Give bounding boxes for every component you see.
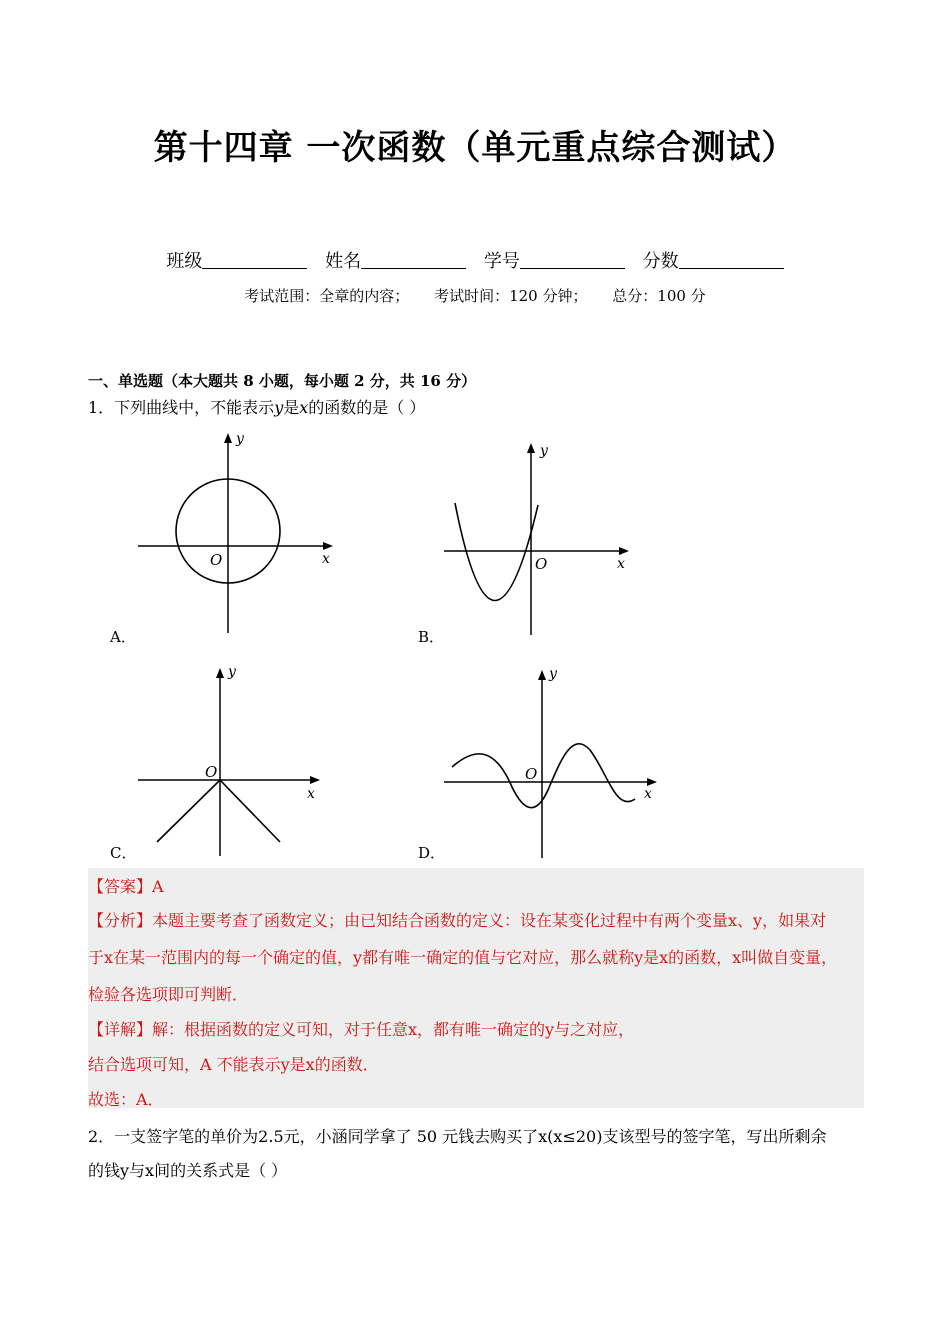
y-arrow-icon (527, 443, 535, 453)
x-label: x (307, 786, 315, 802)
question-2-line-2: 的钱y与x间的关系式是（ ） (88, 1161, 288, 1180)
y-label: y (540, 443, 548, 459)
question-2-line-1: 2．一支签字笔的单价为2.5元，小涵同学拿了 50 元钱去购买了x(x≤20)支该型号的签字笔，写出所剩余 (88, 1127, 827, 1146)
answer-line: 【答案】A (88, 877, 164, 896)
exam-meta (0, 285, 950, 306)
detail-line-2: 结合选项可知，A 不能表示y是x的函数． (88, 1055, 379, 1074)
origin-label: O (210, 551, 223, 569)
var-x: x (299, 398, 309, 417)
id-label: 学号 (483, 251, 520, 272)
x-arrow-icon (310, 776, 320, 784)
student-info-line (0, 247, 950, 273)
x-label: x (644, 786, 652, 802)
graph-d (440, 662, 660, 860)
exam-range: 考试范围：全章的内容； (244, 287, 410, 305)
y-label: y (236, 431, 244, 447)
parabola-curve (455, 503, 538, 601)
x-arrow-icon (647, 778, 657, 786)
graph-c (130, 660, 330, 860)
option-a-label: A． (110, 628, 136, 646)
graph-a (130, 425, 340, 640)
x-arrow-icon (619, 547, 629, 555)
class-label: 班级 (166, 251, 203, 272)
x-label: x (322, 551, 330, 567)
x-label: x (617, 556, 625, 572)
x-arrow-icon (323, 542, 333, 550)
analysis-line-3: 检验各选项即可判断． (88, 985, 249, 1004)
exam-total: 总分：100 分 (612, 287, 706, 305)
exam-time: 考试时间：120 分钟； (434, 287, 588, 305)
question-1-stem: 1．下列曲线中，不能表示y是x的函数的是（ ） (88, 398, 426, 417)
y-label: y (549, 666, 557, 682)
y-arrow-icon (538, 670, 546, 680)
class-blank (202, 250, 307, 269)
var-y: y (274, 398, 284, 417)
answer-choice: 故选：A． (88, 1090, 164, 1109)
analysis-line-1: 【分析】本题主要考查了函数定义；由已知结合函数的定义：设在某变化过程中有两个变量x、y，如果对 (88, 911, 827, 930)
name-blank (361, 250, 466, 269)
option-c-label: C． (110, 844, 137, 862)
score-label: 分数 (642, 251, 679, 272)
y-arrow-icon (224, 433, 232, 443)
section-heading: 一、单选题（本大题共 8 小题，每小题 2 分，共 16 分） (88, 372, 477, 390)
origin-label: O (525, 765, 538, 783)
page-title: 第十四章 一次函数（单元重点综合测试） (153, 128, 797, 168)
name-label: 姓名 (325, 251, 362, 272)
analysis-line-2: 于x在某一范围内的每一个确定的值，y都有唯一确定的值与它对应，那么就称y是x的函数，x叫做自变量， (88, 948, 838, 967)
score-blank (679, 250, 784, 269)
graph-b (440, 435, 640, 640)
option-d-label: D． (418, 844, 446, 862)
wave-curve (452, 744, 635, 808)
id-blank (520, 250, 625, 269)
origin-label: O (205, 763, 218, 781)
v-shape-curve (157, 780, 280, 842)
origin-label: O (535, 555, 548, 573)
y-label: y (228, 664, 236, 680)
y-arrow-icon (216, 668, 224, 678)
option-b-label: B． (418, 628, 445, 646)
detail-line-1: 【详解】解：根据函数的定义可知，对于任意x，都有唯一确定的y与之对应， (88, 1020, 635, 1039)
